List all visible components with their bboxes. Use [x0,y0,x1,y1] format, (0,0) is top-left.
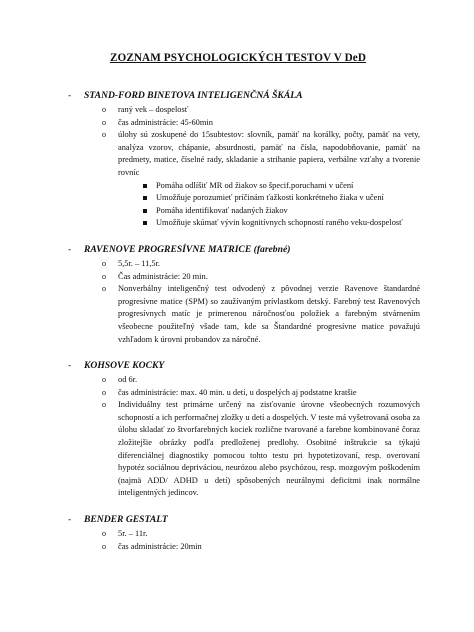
list-item: o 5r. – 11r. [118,528,420,541]
item-list [84,374,420,500]
section-raven-matrices [68,243,420,346]
item-list [84,104,420,230]
circle-bullet-icon: o [102,271,106,281]
circle-bullet-icon: o [102,541,106,551]
list-item: o čas administrácie: max. 40 min. u detí, u dospelých aj podstatne kratšie [118,387,420,400]
circle-bullet-icon: o [102,529,106,539]
section-heading-text: BENDER GESTALT [84,514,168,526]
dash-bullet-icon: - [68,90,72,101]
section-heading-text: RAVENOVE PROGRESÍVNE MATRICE (farebné) [84,243,291,255]
list-item: o raný vek – dospelosť [118,104,420,117]
dash-bullet-icon: - [68,360,72,372]
square-bullet-icon [143,209,147,213]
section-heading [68,90,420,101]
circle-bullet-icon: o [102,130,106,140]
list-item: o úlohy sú zoskupené do 15subtestov: slovník, pamäť na korálky, počty, pamäť na vety, analýza vzorov, chápanie, absurdnosti, pamäť na čísla, napodobňovanie, pamäť na predmety, matice, číselné rady, skladanie a strihanie papiera, verbálne vzťahy a tvorenie rovníc Pomáha odlíšiť MR od žiakov so špecif.poruchami v učení Umožňuje porozumieť príčinám ťažkostí konkrétneho žiaka v učení Pomáha identifikovať nadaných žiakov Umožňuje skúmať vývin kognitívnych schopností raného veku-dospelosť [118,129,420,230]
list-item: o od 6r. [118,374,420,387]
document-title: ZOZNAM PSYCHOLOGICKÝCH TESTOV V DeD [109,52,367,64]
sub-list-item: Pomáha odlíšiť MR od žiakov so špecif.poruchami v učení [156,180,420,193]
square-bullet-icon [143,221,147,225]
sub-item-list [118,180,420,230]
list-item: o Individuálny test primárne určený na zisťovanie úrovne všeobecných rozumových schopností a ich performačnej zložky u detí a dospelých. V teste má vyšetrovaná osoba za úlohu skladať zo štvorfarebných kociek rozlične tvarované a farebne kombinované čoraz zložitejšie obrázky podľa predloženej predlohy. Osobitné inštrukcie sa týkajú diferenciálnej diagnostiky pomocou tohto testu pri hypotetizovaní, resp. overovaní hypotéz sociálnou depriváciou, neurózou alebo psychózou, resp. mozgovým poškodením (najmä ADD/ ADHD u detí) spôsobených neurálnymi deficitmi inak normálne inteligentných jedincov. [102,400,420,498]
square-bullet-icon [143,196,147,200]
section-kohs-blocks [68,360,420,500]
circle-bullet-icon: o [102,400,106,410]
dash-bullet-icon: - [68,514,72,526]
list-item: o Nonverbálny inteligenčný test odvodený z pôvodnej verzie Ravenove štandardné progresívne matice (SPM) so zaužívaným prívlastkom detský. Farebný test Ravenových progresívnych matíc je primerenou náročnosťou položiek a farebným stvárnením všeobecne použiteľný všade tam, kde sa Štandardné progresívne matice považujú vzhľadom k úrovni probandov za náročné. [102,284,420,344]
circle-bullet-icon: o [102,105,106,114]
section-heading-text: KOHSOVE KOCKY [84,360,165,372]
circle-bullet-icon: o [102,375,106,385]
circle-bullet-icon: o [102,387,106,397]
dash-bullet-icon: - [68,243,72,255]
list-item: o 5,5r. – 11,5r. [118,258,420,271]
section-stanford-binet [68,90,420,230]
circle-bullet-icon: o [102,258,106,268]
square-bullet-icon [143,184,147,188]
sub-list-item: Pomáha identifikovať nadaných žiakov [156,205,420,218]
item-list [84,258,420,346]
list-item: o Čas administrácie: 20 min. [118,271,420,284]
item-list [84,528,420,553]
section-heading [68,360,420,372]
section-heading [68,243,420,255]
sub-list-item: Umožňuje skúmať vývin kognitívnych schopností raného veku-dospelosť [156,217,420,230]
section-bender-gestalt [68,514,420,553]
section-heading [68,514,420,526]
list-item: o čas administrácie: 20min [118,541,420,554]
circle-bullet-icon: o [102,117,106,127]
circle-bullet-icon: o [102,284,106,294]
sub-list-item: Umožňuje porozumieť príčinám ťažkostí konkrétneho žiaka v učení [156,192,420,205]
list-item: o čas administrácie: 45-60min [118,117,420,130]
section-heading-text: STAND-FORD BINETOVA INTELIGENČNÁ ŠKÁLA [84,90,303,101]
